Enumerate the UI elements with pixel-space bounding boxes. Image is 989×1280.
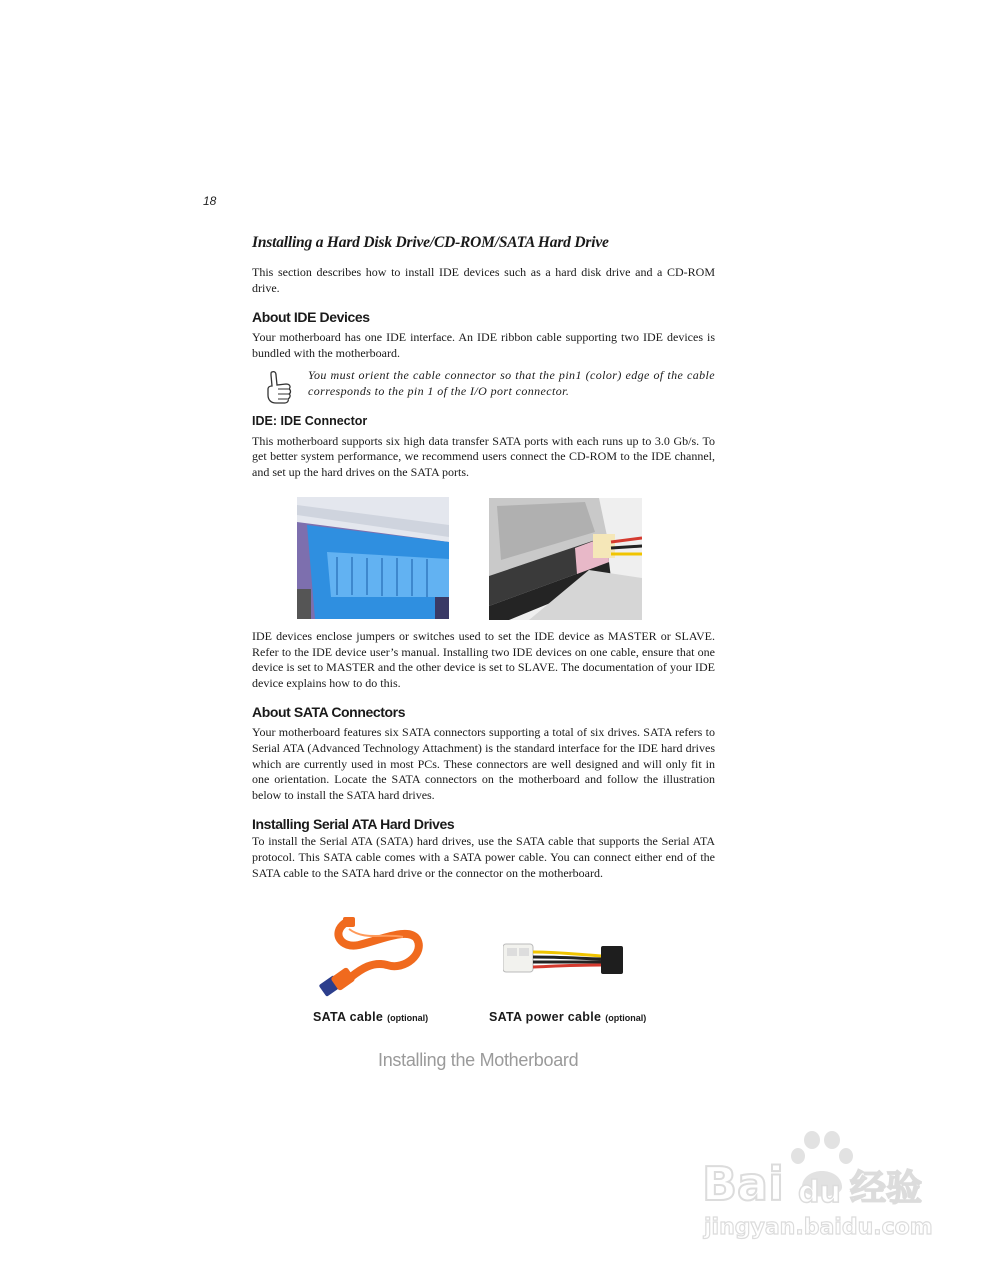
ide-connector-heading: IDE: IDE Connector	[252, 413, 368, 428]
watermark-url: jingyan.baidu.com	[704, 1215, 933, 1240]
page-footer: Installing the Motherboard	[378, 1050, 579, 1070]
ide-jumper-paragraph: IDE devices enclose jumpers or switches used to set the IDE device as MASTER or SLAVE. Refer to the IDE device user’s manual. Installing two IDE devices on one cable, ensure that one device is set to MASTER and the other device is set to SLAVE. The documentation of your IDE device explains how to do this.	[252, 629, 715, 690]
sata-cable-caption-note: (optional)	[387, 1013, 429, 1023]
sata-cable-caption	[313, 1010, 428, 1024]
ide-paragraph: Your motherboard has one IDE interface. An IDE ribbon cable supporting two IDE devices is bundled with the motherboard.	[252, 330, 715, 360]
lower-content	[252, 629, 715, 881]
note-text: You must orient the cable connector so that the pin1 (color) edge of the cable corresponds to the pin 1 of the I/O port connector.	[308, 368, 715, 398]
section-title: Installing a Hard Disk Drive/CD-ROM/SATA Hard Drive	[252, 234, 609, 251]
sata-heading: About SATA Connectors	[252, 704, 406, 721]
sata-cable-image	[313, 913, 425, 999]
sata-power-cable-image	[503, 938, 626, 980]
watermark-brand-cn: 经验	[850, 1168, 923, 1209]
intro-paragraph: This section describes how to install IDE devices such as a hard disk drive and a CD-ROM drive.	[252, 265, 715, 295]
ide-heading: About IDE Devices	[252, 309, 370, 326]
watermark-brand-latin: Bai	[702, 1157, 784, 1211]
sata-power-cable-caption-label: SATA power cable	[489, 1010, 602, 1024]
pointing-hand-icon	[264, 370, 294, 406]
sata-cable-caption-label: SATA cable	[313, 1010, 384, 1024]
main-content	[252, 234, 715, 480]
sata-paragraph: Your motherboard features six SATA connectors supporting a total of six drives. SATA refers to Serial ATA (Advanced Technology Attachment) is the standard interface for the IDE hard drives which are currently used in most PCs. These connectors are well designed and will only fit in one orientation. Locate the SATA connectors on the motherboard and follow the illustration below to install the SATA hard drives.	[252, 725, 715, 802]
note-box	[252, 368, 715, 399]
ide-connector-photo	[297, 497, 449, 619]
page-number: 18	[203, 194, 217, 208]
install-sata-paragraph: To install the Serial ATA (SATA) hard drives, use the SATA cable that supports the Serial ATA protocol. This SATA cable comes with a SATA power cable. You can connect either end of the SATA cable to the SATA hard drive or the connector on the motherboard.	[252, 834, 715, 880]
sata-power-cable-caption-note: (optional)	[605, 1013, 647, 1023]
hard-drive-photo	[489, 498, 642, 620]
install-sata-heading: Installing Serial ATA Hard Drives	[252, 816, 455, 833]
sata-power-cable-caption	[489, 1010, 646, 1024]
baidu-watermark	[700, 1130, 935, 1242]
ide-connector-paragraph: This motherboard supports six high data transfer SATA ports with each runs up to 3.0 Gb/s. To get better system performance, we recommend users connect the CD-ROM to the IDE channel, and set up the hard drives on the SATA ports.	[252, 433, 715, 479]
watermark-brand-du: du	[798, 1175, 841, 1210]
